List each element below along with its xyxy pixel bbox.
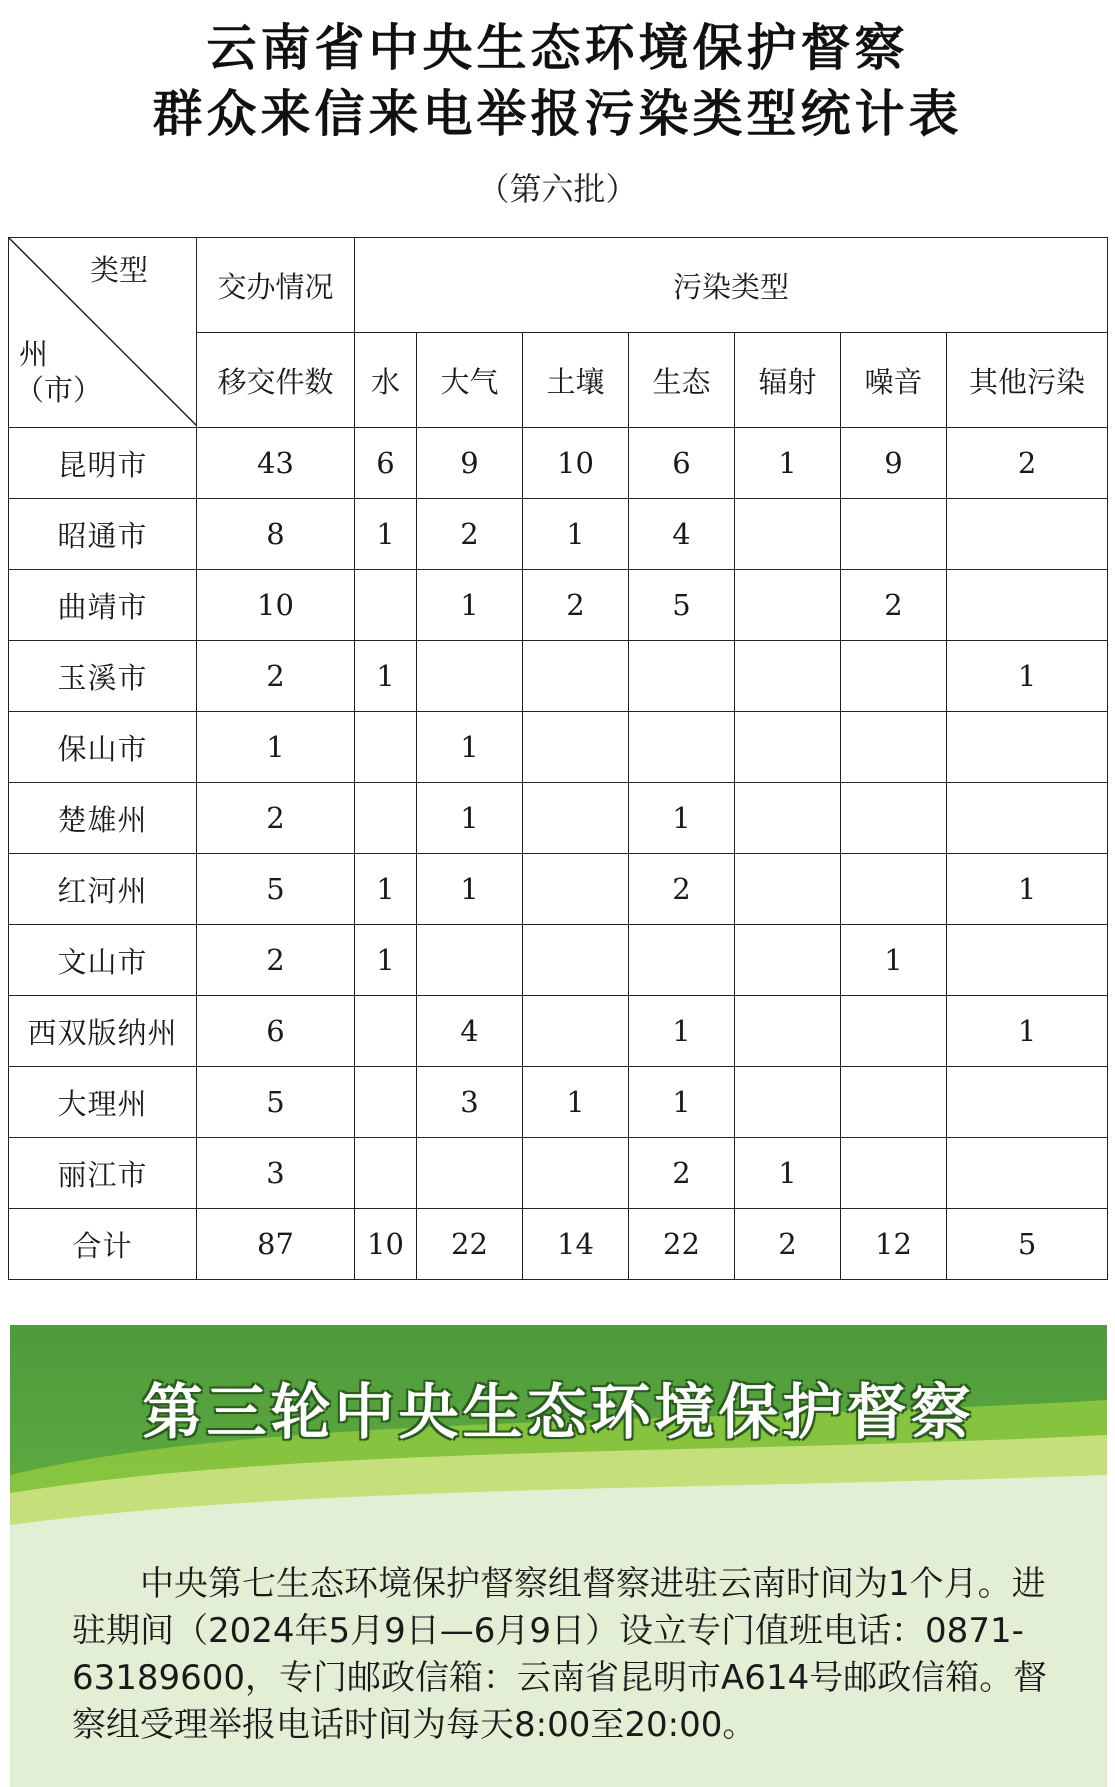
table-cell: 22 xyxy=(417,1209,523,1280)
table-cell xyxy=(841,783,947,854)
table-row xyxy=(9,570,1108,641)
table-cell: 10 xyxy=(197,570,355,641)
table-cell: 2 xyxy=(735,1209,841,1280)
table-cell xyxy=(947,712,1108,783)
column-header: 辐射 xyxy=(735,333,841,428)
table-row xyxy=(9,854,1108,925)
column-header: 土壤 xyxy=(523,333,629,428)
table-row xyxy=(9,996,1108,1067)
group-header-handover: 交办情况 xyxy=(197,238,355,333)
table-cell xyxy=(735,499,841,570)
table-header-row-1 xyxy=(9,238,1108,333)
table-cell: 5 xyxy=(197,854,355,925)
table-cell: 1 xyxy=(629,996,735,1067)
banner-text: 中央第七生态环境保护督察组督察进驻云南时间为1个月。进驻期间（2024年5月9日—6月9日）设立专门值班电话：0871-63189600，专门邮政信箱：云南省昆明市A614号邮政信箱。督察组受理举报电话时间为每天8:00至20:00。 xyxy=(72,1564,1048,1745)
table-cell: 1 xyxy=(735,428,841,499)
table-row xyxy=(9,925,1108,996)
table-cell xyxy=(947,570,1108,641)
table-cell: 1 xyxy=(355,925,417,996)
table-cell: 5 xyxy=(197,1067,355,1138)
table-cell xyxy=(355,996,417,1067)
table-cell xyxy=(417,641,523,712)
table-cell: 1 xyxy=(355,499,417,570)
group-header-pollution: 污染类型 xyxy=(355,238,1108,333)
table-cell: 12 xyxy=(841,1209,947,1280)
row-region-name: 昆明市 xyxy=(9,428,197,499)
table-cell xyxy=(841,499,947,570)
row-region-name: 丽江市 xyxy=(9,1138,197,1209)
column-header: 水 xyxy=(355,333,417,428)
table-cell xyxy=(523,712,629,783)
table-cell xyxy=(947,925,1108,996)
table-cell xyxy=(417,925,523,996)
table-cell: 87 xyxy=(197,1209,355,1280)
banner-title: 第三轮中央生态环境保护督察 xyxy=(142,1378,975,1448)
table-cell xyxy=(523,1138,629,1209)
banner-paragraph xyxy=(72,1561,1062,1749)
table-cell: 1 xyxy=(629,783,735,854)
page-title-line2: 群众来信来电举报污染类型统计表 xyxy=(152,85,963,143)
table-row xyxy=(9,1067,1108,1138)
table-cell xyxy=(523,925,629,996)
column-header: 生态 xyxy=(629,333,735,428)
table-cell: 1 xyxy=(841,925,947,996)
table-cell: 1 xyxy=(197,712,355,783)
table-cell: 6 xyxy=(629,428,735,499)
table-cell xyxy=(841,712,947,783)
table-cell xyxy=(523,996,629,1067)
table-cell: 3 xyxy=(417,1067,523,1138)
table-row xyxy=(9,1138,1108,1209)
row-region-name: 楚雄州 xyxy=(9,783,197,854)
row-region-name: 昭通市 xyxy=(9,499,197,570)
table-cell xyxy=(629,925,735,996)
row-region-name: 西双版纳州 xyxy=(9,996,197,1067)
table-cell: 9 xyxy=(841,428,947,499)
table-cell: 3 xyxy=(197,1138,355,1209)
table-cell: 1 xyxy=(417,854,523,925)
table-cell: 2 xyxy=(523,570,629,641)
row-region-name: 合计 xyxy=(9,1209,197,1280)
table-cell: 9 xyxy=(417,428,523,499)
table-cell: 1 xyxy=(417,712,523,783)
table-cell xyxy=(735,996,841,1067)
row-region-name: 曲靖市 xyxy=(9,570,197,641)
table-cell xyxy=(735,854,841,925)
row-region-name: 大理州 xyxy=(9,1067,197,1138)
table-row xyxy=(9,712,1108,783)
corner-header-cell xyxy=(9,238,197,428)
table-cell: 1 xyxy=(417,783,523,854)
table-cell xyxy=(523,854,629,925)
table-cell: 8 xyxy=(197,499,355,570)
table-cell: 4 xyxy=(417,996,523,1067)
table-row xyxy=(9,499,1108,570)
table-cell xyxy=(841,854,947,925)
table-cell xyxy=(355,1067,417,1138)
table-cell xyxy=(523,641,629,712)
column-header: 大气 xyxy=(417,333,523,428)
table-cell xyxy=(355,712,417,783)
table-cell xyxy=(417,1138,523,1209)
table-cell: 1 xyxy=(523,1067,629,1138)
batch-label: （第六批） xyxy=(477,170,638,208)
inspection-banner xyxy=(10,1325,1107,1787)
table-cell xyxy=(735,783,841,854)
table-cell: 2 xyxy=(197,783,355,854)
column-header: 移交件数 xyxy=(197,333,355,428)
table-cell: 1 xyxy=(523,499,629,570)
table-cell: 4 xyxy=(629,499,735,570)
table-row xyxy=(9,641,1108,712)
table-cell: 5 xyxy=(629,570,735,641)
table-cell xyxy=(629,712,735,783)
table-cell xyxy=(629,641,735,712)
table-cell: 5 xyxy=(947,1209,1108,1280)
table-cell: 2 xyxy=(841,570,947,641)
row-region-name: 文山市 xyxy=(9,925,197,996)
row-region-name: 保山市 xyxy=(9,712,197,783)
table-cell xyxy=(523,783,629,854)
table-row xyxy=(9,783,1108,854)
column-header: 其他污染 xyxy=(947,333,1108,428)
corner-type-label: 类型 xyxy=(89,253,148,287)
table-cell: 10 xyxy=(523,428,629,499)
table-cell: 2 xyxy=(197,925,355,996)
table-cell xyxy=(355,1138,417,1209)
table-cell: 2 xyxy=(197,641,355,712)
statistics-table xyxy=(8,237,1108,1280)
table-cell xyxy=(841,641,947,712)
corner-prefecture-label: 州 xyxy=(19,337,49,371)
table-cell: 1 xyxy=(947,854,1108,925)
table-cell xyxy=(841,1138,947,1209)
table-cell xyxy=(947,499,1108,570)
table-cell: 1 xyxy=(629,1067,735,1138)
table-cell xyxy=(947,1138,1108,1209)
table-cell: 6 xyxy=(355,428,417,499)
table-cell: 2 xyxy=(417,499,523,570)
table-cell: 1 xyxy=(355,641,417,712)
table-cell xyxy=(735,925,841,996)
table-row xyxy=(9,428,1108,499)
corner-city-label: （市） xyxy=(15,373,103,407)
table-cell: 22 xyxy=(629,1209,735,1280)
table-cell: 1 xyxy=(947,641,1108,712)
table-cell xyxy=(841,1067,947,1138)
table-cell xyxy=(735,1067,841,1138)
table-cell xyxy=(947,783,1108,854)
table-cell: 2 xyxy=(947,428,1108,499)
table-cell: 2 xyxy=(629,1138,735,1209)
page-title-line1: 云南省中央生态环境保护督察 xyxy=(206,19,909,77)
table-cell: 14 xyxy=(523,1209,629,1280)
row-region-name: 玉溪市 xyxy=(9,641,197,712)
table-cell xyxy=(841,996,947,1067)
table-cell: 6 xyxy=(197,996,355,1067)
table-cell: 1 xyxy=(735,1138,841,1209)
table-cell xyxy=(355,570,417,641)
column-header: 噪音 xyxy=(841,333,947,428)
table-cell xyxy=(355,783,417,854)
table-cell xyxy=(735,570,841,641)
table-cell: 1 xyxy=(417,570,523,641)
table-cell: 1 xyxy=(355,854,417,925)
row-region-name: 红河州 xyxy=(9,854,197,925)
table-cell: 2 xyxy=(629,854,735,925)
table-cell xyxy=(735,641,841,712)
table-cell: 43 xyxy=(197,428,355,499)
table-cell xyxy=(735,712,841,783)
table-cell: 1 xyxy=(947,996,1108,1067)
table-cell xyxy=(947,1067,1108,1138)
table-cell: 10 xyxy=(355,1209,417,1280)
table-row xyxy=(9,1209,1108,1280)
